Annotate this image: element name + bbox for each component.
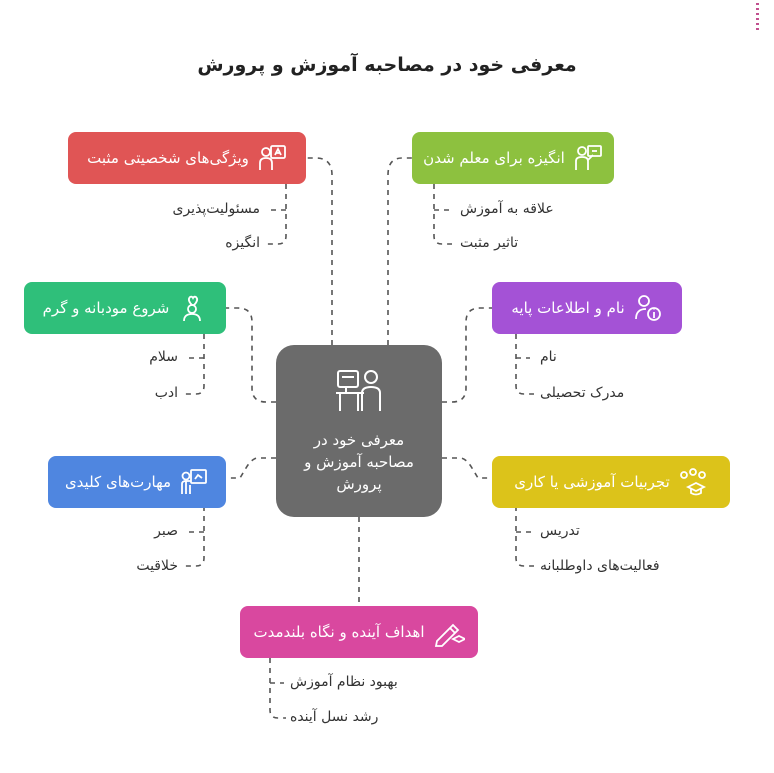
sub-item: علاقه به آموزش (460, 201, 554, 217)
sub-item: انگیزه (225, 235, 260, 251)
node-future-goals[interactable] (240, 606, 478, 658)
sub-item: فعالیت‌های داوطلبانه (540, 558, 660, 574)
node-label: مهارت‌های کلیدی (64, 473, 172, 491)
brand-mark-icon (752, 0, 774, 36)
link-traits (306, 158, 332, 345)
node-label: انگیزه برای معلم شدن (423, 149, 565, 167)
board-skills-icon (179, 467, 209, 497)
sub-item: مدرک تحصیلی (540, 385, 625, 401)
presenter-icon (573, 143, 603, 173)
node-motivation[interactable] (412, 132, 614, 184)
node-label: اهداف آینده و نگاه بلندمدت (253, 623, 425, 641)
node-label: نام و اطلاعات پایه (511, 299, 625, 317)
pencil-cap-icon (433, 617, 465, 647)
link-greeting (226, 308, 276, 402)
sub-item: مسئولیت‌پذیری (172, 201, 260, 217)
link-motivation (388, 158, 412, 345)
group-graduate-icon (678, 467, 708, 497)
teacher-desk-icon (334, 367, 384, 419)
sub-item: ادب (154, 385, 178, 401)
node-basic-info[interactable] (492, 282, 682, 334)
sub-item: صبر (154, 523, 178, 539)
sub-item: بهبود نظام آموزش (290, 674, 398, 690)
node-key-skills[interactable] (48, 456, 226, 508)
center-label: معرفی خود در مصاحبه آموزش و پرورش (304, 431, 414, 493)
teacher-board-icon (257, 143, 287, 173)
sub-item: نام (540, 349, 557, 365)
sub-item: تاثیر مثبت (460, 235, 519, 251)
link-skills (226, 458, 276, 478)
node-label: شروع مودبانه و گرم (42, 299, 170, 317)
node-label: ویژگی‌های شخصیتی مثبت (87, 149, 249, 167)
sub-item: تدریس (540, 523, 580, 539)
sub-item: سلام (149, 349, 178, 365)
person-heart-icon (177, 293, 207, 323)
diagram-title: معرفی خود در مصاحبه آموزش و پرورش (197, 54, 577, 76)
node-greeting[interactable] (24, 282, 226, 334)
sub-item: رشد نسل آینده (290, 709, 379, 725)
link-basic-info (442, 308, 492, 402)
sub-item: خلاقیت (136, 558, 178, 574)
node-experience[interactable] (492, 456, 730, 508)
node-personality-traits[interactable] (68, 132, 306, 184)
person-info-icon (633, 293, 663, 323)
link-experience (442, 458, 492, 478)
node-label: تجربیات آموزشی یا کاری (514, 473, 670, 491)
center-node[interactable] (276, 345, 442, 517)
